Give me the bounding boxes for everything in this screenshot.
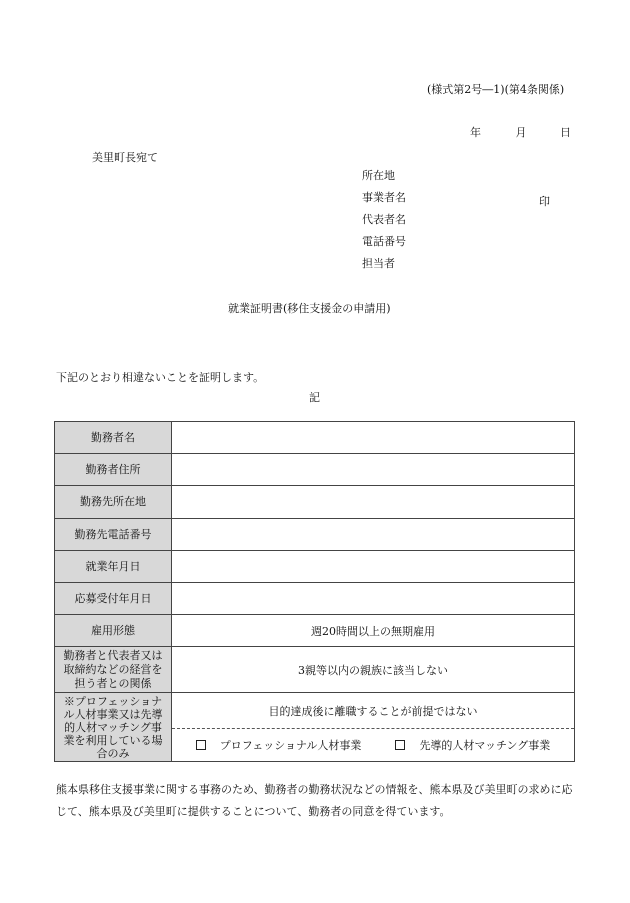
label-employment-type: 雇用形態 [55,615,172,647]
label-application-date: 応募受付年月日 [55,583,172,615]
label-line: 合のみ [96,746,130,760]
declaration-text: 下記のとおり相違ないことを証明します。 [56,371,265,384]
option-professional-talent[interactable] [196,737,362,753]
label-worker-name: 勤務者名 [55,422,172,454]
value-workplace-address[interactable] [172,486,575,519]
table-row [55,519,575,551]
label-relationship [55,647,172,693]
value-workplace-phone[interactable] [172,519,575,551]
table-row [55,615,575,647]
option-leading-matching[interactable] [395,737,550,753]
document-title: 就業証明書(移住支援金の申請用) [228,302,391,315]
label-line: 担う者との関係 [74,676,152,690]
table-row [55,693,575,762]
value-relationship: 3親等以内の親族に該当しない [172,647,575,693]
label-line: 的人材マッチング事 [64,720,162,734]
table-row [55,551,575,583]
field-address: 所在地 [362,169,395,182]
professional-options [172,729,574,761]
date-month: 月 [515,126,527,139]
label-workplace-address: 勤務先所在地 [55,486,172,519]
date-day: 日 [560,126,571,139]
form-number: (様式第2号―1)(第4条関係) [427,83,565,96]
table-row [55,422,575,454]
footnote: 熊本県移住支援事業に関する事務のため、勤務者の勤務状況などの情報を、熊本県及び美里町の求めに応じて、熊本県及び美里町に提供することについて、勤務者の同意を得ています。 [56,783,573,818]
value-worker-address[interactable] [172,454,575,486]
date-year: 年 [470,126,481,139]
label-line: ※プロフェッショナ [63,694,163,708]
label-workplace-phone: 勤務先電話番号 [55,519,172,551]
seal-mark: 印 [539,195,550,208]
value-employment-date[interactable] [172,551,575,583]
applicant-block [362,170,406,280]
label-line: ル人材事業又は先導 [63,707,163,721]
table-row [55,647,575,693]
professional-condition: 目的達成後に離職することが前提ではない [172,693,574,729]
value-application-date[interactable] [172,583,575,615]
date-line [470,124,571,140]
field-phone: 電話番号 [362,235,406,248]
field-contact: 担当者 [362,257,395,270]
ki-heading: 記 [309,391,320,404]
table-row [55,486,575,519]
addressee: 美里町長宛て [92,151,158,164]
label-employment-date: 就業年月日 [55,551,172,583]
field-company: 事業者名 [362,191,406,204]
option-label: 先導的人材マッチング事業 [419,739,551,752]
value-employment-type: 週20時間以上の無期雇用 [172,615,575,647]
table-row [55,583,575,615]
option-label: プロフェッショナル人材事業 [219,739,362,752]
certificate-table [54,421,575,762]
value-professional [172,693,575,762]
checkbox-icon[interactable] [196,740,206,750]
table-row [55,454,575,486]
label-line: 取締約などの経営を [63,662,163,676]
value-worker-name[interactable] [172,422,575,454]
label-line: 業を利用している場 [63,733,163,747]
checkbox-icon[interactable] [395,740,405,750]
label-line: 勤務者と代表者又は [63,648,163,662]
field-representative: 代表者名 [362,213,406,226]
label-professional [55,693,172,762]
label-worker-address: 勤務者住所 [55,454,172,486]
